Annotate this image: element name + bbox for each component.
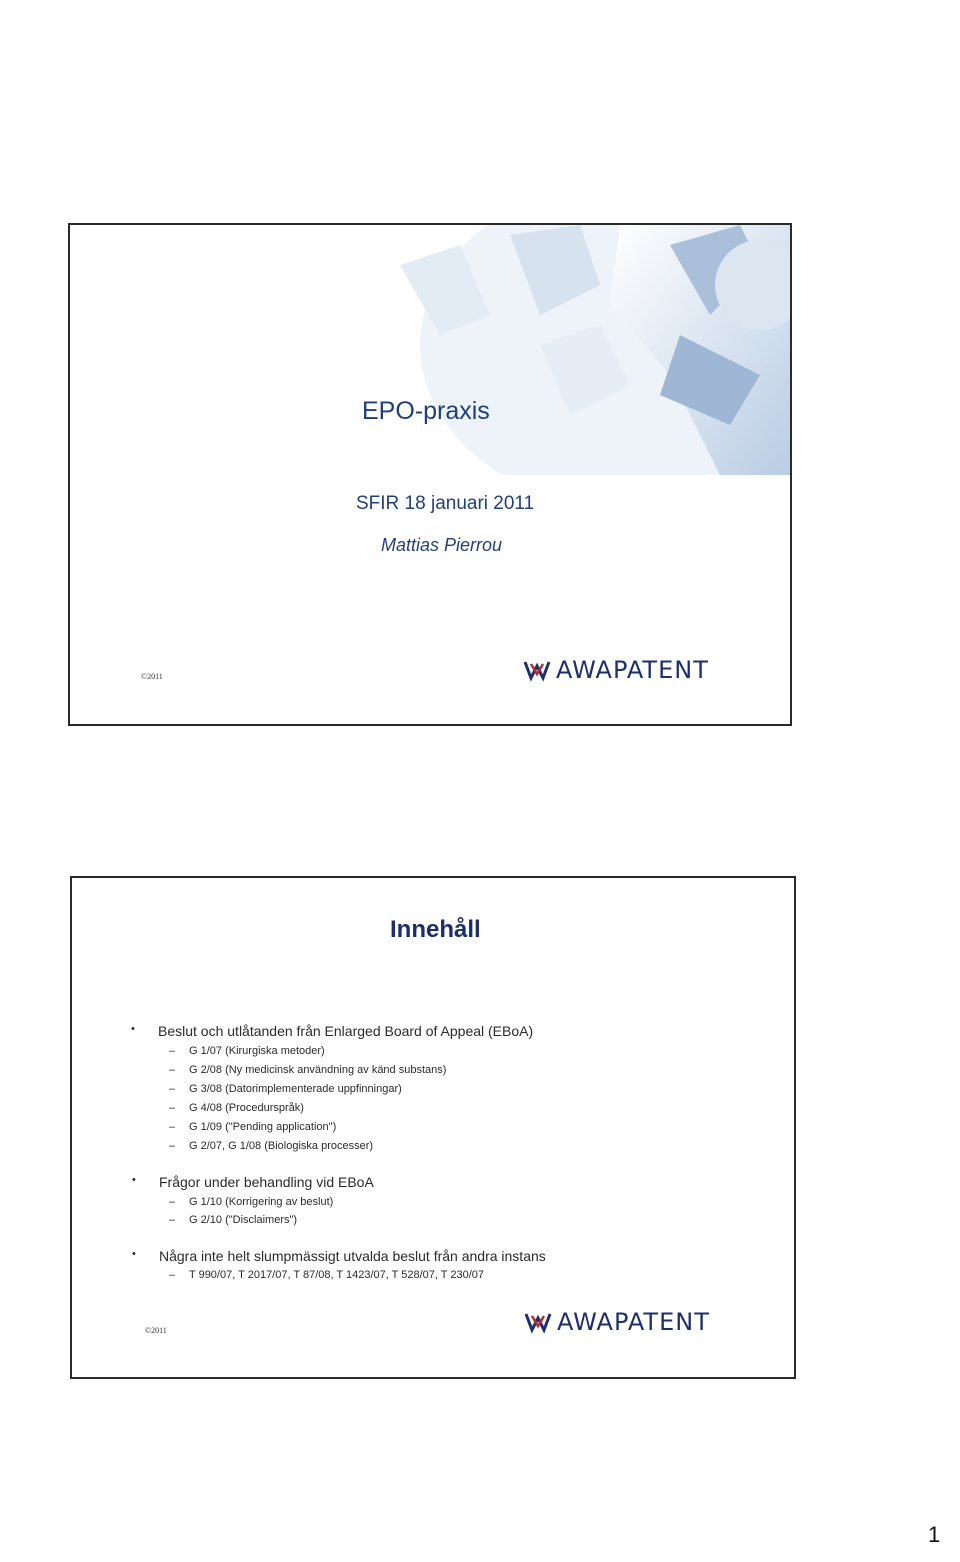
awapatent-emblem-icon	[523, 658, 551, 682]
contents-slide	[70, 876, 796, 1379]
list-item: • Beslut och utlåtanden från Enlarged Board of Appeal (EBoA)	[131, 1023, 534, 1039]
bullet-icon: •	[132, 1248, 136, 1260]
slide-title: EPO-praxis	[362, 397, 490, 425]
slide-title: Innehåll	[390, 916, 481, 943]
logo-text: AWAPATENT	[557, 1308, 710, 1336]
copyright-text: ©2011	[145, 1326, 167, 1335]
logo-text: AWAPATENT	[556, 656, 709, 684]
sub-list-item: – G 2/07, G 1/08 (Biologiska processer)	[169, 1140, 374, 1152]
page-number: 1	[928, 1522, 941, 1547]
list-item: • Några inte helt slumpmässigt utvalda beslut från andra instans	[132, 1248, 546, 1264]
list-item: • Frågor under behandling vid EBoA	[132, 1174, 374, 1190]
sub-list-item: – G 1/07 (Kirurgiska metoder)	[169, 1045, 325, 1057]
awapatent-logo	[524, 1308, 710, 1336]
author-name: Mattias Pierrou	[381, 535, 503, 555]
sub-list-item: – G 2/08 (Ny medicinsk användning av känd substans)	[169, 1064, 447, 1076]
sub-list-item: – G 1/09 ("Pending application")	[169, 1121, 337, 1133]
bullet-icon: •	[131, 1023, 135, 1035]
sub-list-item: – G 1/10 (Korrigering av beslut)	[169, 1196, 334, 1208]
sub-list-item: – G 2/10 ("Disclaimers")	[169, 1214, 298, 1226]
awapatent-logo	[523, 656, 709, 684]
sub-list-item: – T 990/07, T 2017/07, T 87/08, T 1423/07, T 528/07, T 230/07	[169, 1269, 485, 1281]
copyright-text: ©2011	[141, 672, 163, 681]
bullet-icon: •	[132, 1174, 136, 1186]
sub-list-item: – G 3/08 (Datorimplementerade uppfinningar)	[169, 1083, 402, 1095]
sub-list-item: – G 4/08 (Procedurspråk)	[169, 1102, 304, 1114]
slide-subtitle: SFIR 18 januari 2011	[356, 493, 535, 514]
background-logo-graphic	[340, 225, 790, 475]
title-slide	[68, 223, 792, 726]
awapatent-emblem-icon	[524, 1310, 552, 1334]
